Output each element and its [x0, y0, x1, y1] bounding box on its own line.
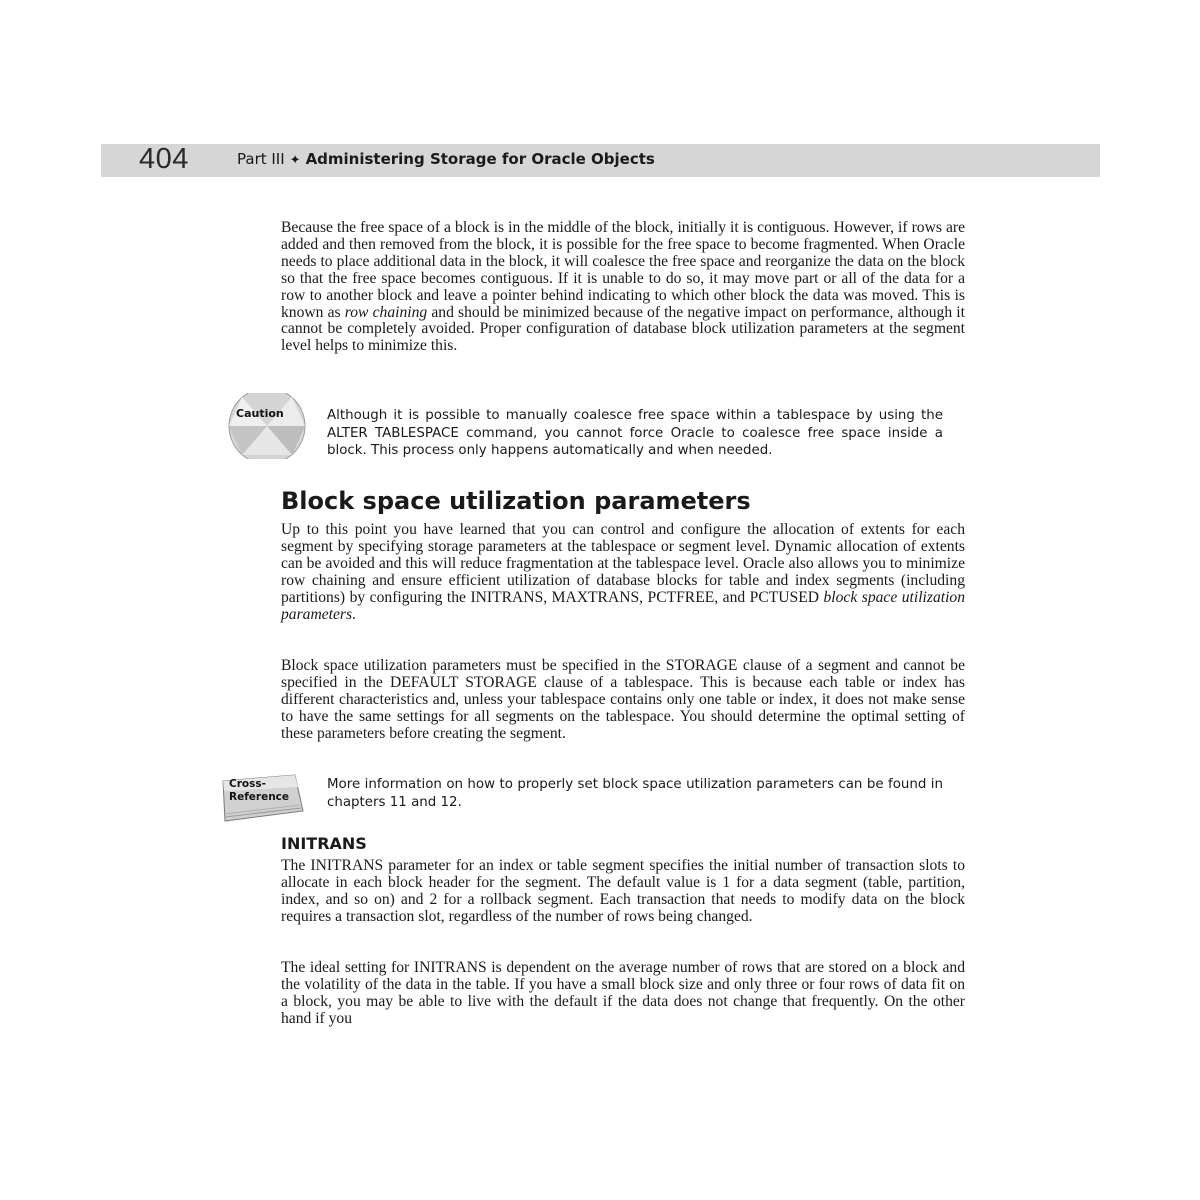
paragraph-text: Up to this point you have learned that you can control and configure the allocation of extents for each segment by specifying storage parameters at the tablespace or segment level. Dynamic allocation of extents can be avoided and this will reduce fragmentation at the tablespace level. Oracle also allows you to minimize row chaining and ensure efficient utilization of database blocks for table and index segments (including partitions) by configuring the INITRANS, MAXTRANS, PCTFREE, and PCTUSED [281, 521, 965, 606]
cross-reference-label-line: Cross- [229, 778, 266, 790]
body-paragraph-initrans-ideal-setting: The ideal setting for INITRANS is dependent on the average number of rows that are stored on a block and the volatility of the data in the table. If you have a small block size and only three or four rows of data fit on a block, you may be able to live with the default if the data does not change that frequently. On the other hand if you [281, 959, 965, 1027]
paragraph-text: . [352, 605, 356, 623]
caution-label: Caution [236, 407, 284, 420]
cross-reference-label-line: Reference [229, 791, 290, 803]
paragraph-text: Because the free space of a block is in the middle of the block, initially it is contiguous. However, if rows are added and then removed from the block, it is possible for the free space to become fragmented. When Oracle needs to place additional data in the block, it will coalesce the free space and reorganize the data on the block so that the free space becomes contiguous. If it is unable to do so, it may move part or all of the data for a row to another block and leave a pointer behind indicating to which other block the data was moved. This is known as [281, 219, 965, 321]
body-paragraph-initrans-definition: The INITRANS parameter for an index or table segment specifies the initial number of transaction slots to allocate in each block header for the segment. The default value is 1 for a data segment (table, partition, index, and so on) and 2 for a rollback segment. Each transaction that needs to modify data on the block requires a transaction slot, regardless of the number of rows being changed. [281, 857, 965, 925]
paragraph-text: and should be minimized because of the negative impact on performance, although it cannot be completely avoided. Proper configuration of database block utilization parameters at the segment level helps to minimize this. [281, 303, 965, 355]
running-head [237, 148, 655, 172]
running-head-title: Administering Storage for Oracle Objects [305, 150, 655, 168]
separator-diamond-icon: ✦ [289, 153, 301, 168]
section-heading: Block space utilization parameters [281, 487, 751, 515]
caution-icon [226, 393, 308, 459]
subsection-heading-initrans: INITRANS [281, 834, 367, 853]
caution-note-text: Although it is possible to manually coalesce free space within a tablespace by using the ALTER TABLESPACE command, you cannot force Oracle to coalesce free space inside a block. This process only happens automatically and when needed. [327, 408, 943, 458]
cross-reference-label [229, 778, 289, 804]
body-paragraph-free-space [281, 220, 965, 355]
body-paragraph-storage-clause: Block space utilization parameters must be specified in the STORAGE clause of a segment and cannot be specified in the DEFAULT STORAGE clause of a tablespace. This is because each table or index has different characteristics and, unless your tablespace contains only one table or index, it does not make sense to have the same settings for all segments on the tablespace. You should determine the optimal setting of these parameters before creating the segment. [281, 657, 965, 742]
term-block-space-utilization-parameters: block space utilization parameters [281, 588, 965, 623]
body-paragraph-allocation [281, 522, 965, 623]
term-row-chaining: row chaining [344, 303, 428, 321]
running-head-part: Part III [237, 150, 285, 168]
cross-reference-note-text: More information on how to properly set block space utilization parameters can be found in chapters 11 and 12. [327, 777, 943, 810]
page-number: 404 [139, 143, 189, 175]
